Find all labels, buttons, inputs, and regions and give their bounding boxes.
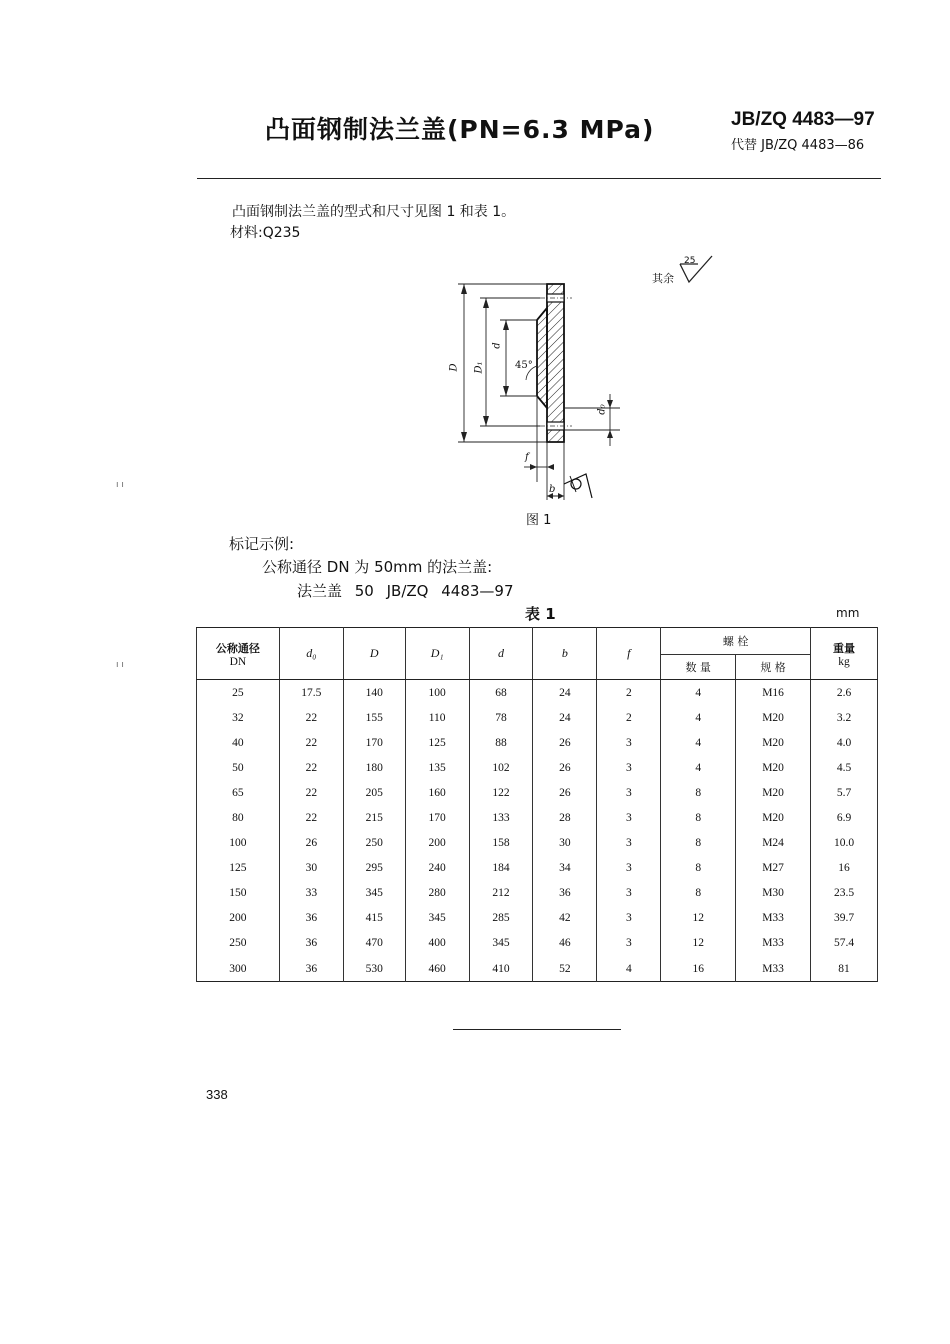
table-cell: 36 (279, 931, 343, 956)
header-f: f (597, 628, 661, 680)
marking-heading: 标记示例: (229, 535, 295, 553)
table-cell: M20 (736, 730, 811, 755)
page-title: 凸面钢制法兰盖(PN=6.3 MPa) (265, 115, 655, 144)
table-cell: 12 (661, 906, 736, 931)
table-cell: 4 (661, 730, 736, 755)
table-cell: 212 (469, 881, 533, 906)
table-row (197, 780, 878, 805)
table-cell: 135 (405, 755, 469, 780)
table-cell: 2.6 (811, 680, 878, 706)
flange-cover-drawing (440, 270, 630, 510)
table-cell: 10.0 (811, 831, 878, 856)
table-cell: 6.9 (811, 805, 878, 830)
table-cell: 30 (279, 856, 343, 881)
header-D1: D₁ (405, 628, 469, 680)
table-row (197, 906, 878, 931)
header-dn: 公称通径 DN (197, 628, 280, 680)
table-cell: 3 (597, 931, 661, 956)
table-cell: 22 (279, 805, 343, 830)
table-cell: 300 (197, 956, 280, 982)
table-row (197, 931, 878, 956)
dim-b-label: b (549, 484, 556, 495)
table-cell: 240 (405, 856, 469, 881)
table-cell: 3 (597, 805, 661, 830)
table-cell: 36 (279, 906, 343, 931)
table-cell: 4.5 (811, 755, 878, 780)
dim-d-label: d (491, 342, 503, 349)
table-cell: 184 (469, 856, 533, 881)
table-cell: 33 (279, 881, 343, 906)
header-D: D (343, 628, 405, 680)
table-cell: 200 (197, 906, 280, 931)
header-bolt-qty: 数 量 (661, 655, 736, 680)
table-cell: 3.2 (811, 705, 878, 730)
table-cell: 8 (661, 805, 736, 830)
table-cell: 2 (597, 680, 661, 706)
table-cell: 345 (405, 906, 469, 931)
marking-example: 法兰盖 50 JB/ZQ 4483—97 (297, 582, 514, 600)
table-row (197, 805, 878, 830)
dim-D1-label: D₁ (473, 361, 485, 374)
table-cell: 26 (533, 730, 597, 755)
table-cell: 140 (343, 680, 405, 706)
figure-caption: 图 1 (526, 513, 552, 528)
table-cell: 3 (597, 906, 661, 931)
table-cell: 415 (343, 906, 405, 931)
table-cell: 215 (343, 805, 405, 830)
header-bolt: 螺 栓 (661, 628, 811, 655)
table-cell: 40 (197, 730, 280, 755)
roughness-value: 25 (684, 256, 696, 266)
table-row (197, 856, 878, 881)
marking-description: 公称通径 DN 为 50mm 的法兰盖: (262, 558, 493, 576)
header-weight: 重量 kg (811, 628, 878, 680)
table-cell: 155 (343, 705, 405, 730)
table-cell: 205 (343, 780, 405, 805)
end-rule (453, 1029, 621, 1030)
table-cell: 160 (405, 780, 469, 805)
table-cell: M16 (736, 680, 811, 706)
scan-speck: ı ı (116, 660, 124, 670)
dim-D-label: D (448, 363, 460, 372)
table-cell: 100 (197, 831, 280, 856)
table-cell: 50 (197, 755, 280, 780)
header-d0: d₀ (279, 628, 343, 680)
table-cell: 530 (343, 956, 405, 982)
table-cell: 26 (533, 755, 597, 780)
table-cell: 4 (661, 680, 736, 706)
table-cell: 345 (469, 931, 533, 956)
table-cell: M20 (736, 805, 811, 830)
standard-number: JB/ZQ 4483—97 (731, 109, 875, 130)
table-cell: 23.5 (811, 881, 878, 906)
dimension-table (196, 627, 878, 982)
table-cell: M33 (736, 931, 811, 956)
table-cell: 170 (405, 805, 469, 830)
table-cell: 5.7 (811, 780, 878, 805)
table-cell: 8 (661, 831, 736, 856)
table-row (197, 705, 878, 730)
material-text: 材料:Q235 (230, 225, 301, 241)
roughness-symbol-icon (678, 254, 714, 286)
table-cell: 102 (469, 755, 533, 780)
table-cell: 345 (343, 881, 405, 906)
table-cell: 46 (533, 931, 597, 956)
table-cell: 36 (533, 881, 597, 906)
table-cell: 3 (597, 755, 661, 780)
table-cell: 4 (661, 705, 736, 730)
table-cell: 8 (661, 856, 736, 881)
table-cell: 68 (469, 680, 533, 706)
table-cell: M33 (736, 956, 811, 982)
table-row (197, 881, 878, 906)
table-cell: 4.0 (811, 730, 878, 755)
table-cell: 285 (469, 906, 533, 931)
table-cell: 4 (661, 755, 736, 780)
intro-text: 凸面钢制法兰盖的型式和尺寸见图 1 和表 1。 (232, 204, 516, 220)
table-cell: 65 (197, 780, 280, 805)
table-cell: 12 (661, 931, 736, 956)
table-cell: 110 (405, 705, 469, 730)
table-cell: 125 (405, 730, 469, 755)
table-cell: 57.4 (811, 931, 878, 956)
table-cell: 200 (405, 831, 469, 856)
table-row (197, 956, 878, 982)
table-cell: 80 (197, 805, 280, 830)
table-cell: 22 (279, 755, 343, 780)
table-cell: 8 (661, 881, 736, 906)
table-cell: 16 (661, 956, 736, 982)
dim-d0-label: d₀ (596, 404, 608, 415)
header-b: b (533, 628, 597, 680)
table-cell: 125 (197, 856, 280, 881)
dim-f-label: f (525, 452, 529, 463)
table-cell: 22 (279, 780, 343, 805)
table-cell: 26 (533, 780, 597, 805)
table-cell: M33 (736, 906, 811, 931)
table-cell: 295 (343, 856, 405, 881)
table-cell: 28 (533, 805, 597, 830)
table-cell: 42 (533, 906, 597, 931)
table-cell: 3 (597, 856, 661, 881)
table-cell: 24 (533, 705, 597, 730)
table-cell: 34 (533, 856, 597, 881)
table-cell: 24 (533, 680, 597, 706)
header-d: d (469, 628, 533, 680)
table-cell: 81 (811, 956, 878, 982)
table-cell: 8 (661, 780, 736, 805)
table-cell: 4 (597, 956, 661, 982)
header-divider (197, 178, 881, 179)
table-row (197, 831, 878, 856)
table-cell: 3 (597, 730, 661, 755)
table-cell: M27 (736, 856, 811, 881)
table-cell: 400 (405, 931, 469, 956)
table-cell: 3 (597, 831, 661, 856)
table-unit: mm (836, 606, 860, 620)
table-cell: 122 (469, 780, 533, 805)
table-cell: 133 (469, 805, 533, 830)
page-number: 338 (206, 1087, 228, 1102)
replaces-standard: 代替 JB/ZQ 4483—86 (731, 138, 865, 153)
table-cell: 22 (279, 730, 343, 755)
table-row (197, 730, 878, 755)
table-caption: 表 1 (525, 605, 556, 623)
table-cell: 100 (405, 680, 469, 706)
table-cell: 250 (343, 831, 405, 856)
table-cell: 36 (279, 956, 343, 982)
header-bolt-spec: 规 格 (736, 655, 811, 680)
table-cell: M30 (736, 881, 811, 906)
table-cell: M24 (736, 831, 811, 856)
table-row (197, 680, 878, 706)
table-cell: 470 (343, 931, 405, 956)
table-cell: 410 (469, 956, 533, 982)
table-cell: M20 (736, 705, 811, 730)
roughness-rest-label: 其余 (652, 272, 674, 285)
table-cell: 170 (343, 730, 405, 755)
table-cell: M20 (736, 780, 811, 805)
table-cell: 280 (405, 881, 469, 906)
table-row (197, 755, 878, 780)
table-cell: 2 (597, 705, 661, 730)
table-cell: 17.5 (279, 680, 343, 706)
table-cell: 250 (197, 931, 280, 956)
table-cell: 25 (197, 680, 280, 706)
table-cell: 32 (197, 705, 280, 730)
table-cell: 78 (469, 705, 533, 730)
table-cell: 3 (597, 881, 661, 906)
table-cell: 3 (597, 780, 661, 805)
table-cell: M20 (736, 755, 811, 780)
table-cell: 460 (405, 956, 469, 982)
table-cell: 26 (279, 831, 343, 856)
table-cell: 30 (533, 831, 597, 856)
table-cell: 22 (279, 705, 343, 730)
table-cell: 158 (469, 831, 533, 856)
scan-speck: ı ı (116, 480, 124, 490)
table-cell: 180 (343, 755, 405, 780)
table-cell: 52 (533, 956, 597, 982)
table-cell: 16 (811, 856, 878, 881)
table-cell: 39.7 (811, 906, 878, 931)
table-body (197, 680, 878, 982)
table-cell: 88 (469, 730, 533, 755)
dim-angle-label: 45° (515, 360, 533, 371)
table-cell: 150 (197, 881, 280, 906)
